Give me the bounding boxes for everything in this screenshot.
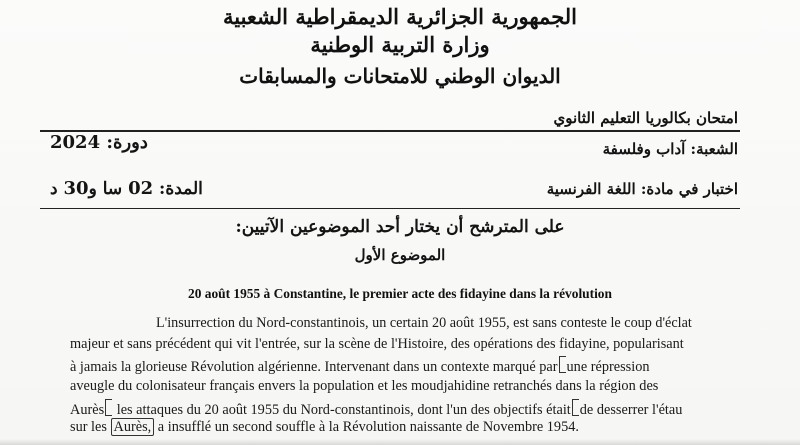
- text-line-3-end: une répression: [566, 359, 650, 375]
- subject-line: اختبار في مادة: اللغة الفرنسية: [546, 180, 738, 198]
- circled-word-aures: Aurès,: [111, 418, 155, 436]
- text-line-3: [70, 356, 650, 376]
- session-line: [50, 132, 148, 153]
- text-line-5-middle: les attaques du 20 août 1955 du Nord-constantinois, dont l'un des objectifs était: [113, 402, 571, 418]
- ministry-heading: وزارة التربية الوطنية: [310, 32, 490, 57]
- branch-line: الشعبة: آداب وفلسفة: [602, 140, 738, 158]
- text-title: 20 août 1955 à Constantine, le premier acte des fidayine dans la révolution: [188, 286, 612, 301]
- topic-label: الموضوع الأول: [354, 246, 446, 264]
- duration-minutes-unit: د: [50, 179, 58, 199]
- text-line-4: aveugle du colonisateur français envers la population et les moudjahidine retranchés dans la région des: [70, 378, 659, 394]
- text-line-6: [70, 419, 579, 436]
- duration-and: و: [88, 179, 97, 199]
- candidate-instruction: على المترشح أن يختار أحد الموضوعين الآتيين:: [235, 217, 565, 237]
- duration-minutes: 30: [63, 178, 89, 199]
- text-line-3-start: à jamais la glorieuse Révolution algérienne. Intervenant dans un contexte marqué par: [70, 359, 558, 375]
- republic-heading: الجمهورية الجزائرية الديمقراطية الشعبية: [222, 4, 577, 29]
- meta-divider: [40, 208, 740, 209]
- text-line-2: majeur et sans précédent qui vit l'entrée, sur la scène de l'Histoire, des opérations des fidayine, popularisant: [70, 336, 684, 352]
- text-line-6-start: sur les: [70, 419, 111, 435]
- text-line-1: L'insurrection du Nord-constantinois, un certain 20 août 1955, est sans conteste le coup d'éclat: [156, 315, 692, 331]
- duration-hours: 02: [128, 178, 154, 199]
- text-line-5-aures: Aurès: [70, 402, 105, 418]
- session-year: 2024: [50, 132, 101, 153]
- page-edge-shadow: [0, 439, 800, 445]
- pen-bracket-mark: [572, 399, 579, 416]
- text-line-5: [70, 399, 682, 419]
- duration-hours-unit: سا: [102, 179, 123, 199]
- session-label: دورة:: [106, 132, 148, 153]
- text-line-6-end: a insufflé un second souffle à la Révolution naissante de Novembre 1954.: [154, 419, 579, 435]
- pen-bracket-mark: [105, 399, 112, 416]
- duration-line: [50, 178, 203, 199]
- office-heading: الديوان الوطني للامتحانات والمسابقات: [239, 64, 561, 88]
- exam-title: امتحان بكالوريا التعليم الثانوي: [553, 109, 738, 127]
- text-line-5-end: de desserrer l'étau: [579, 402, 683, 418]
- pen-bracket-mark: [559, 356, 566, 373]
- duration-label: المدة:: [159, 179, 203, 199]
